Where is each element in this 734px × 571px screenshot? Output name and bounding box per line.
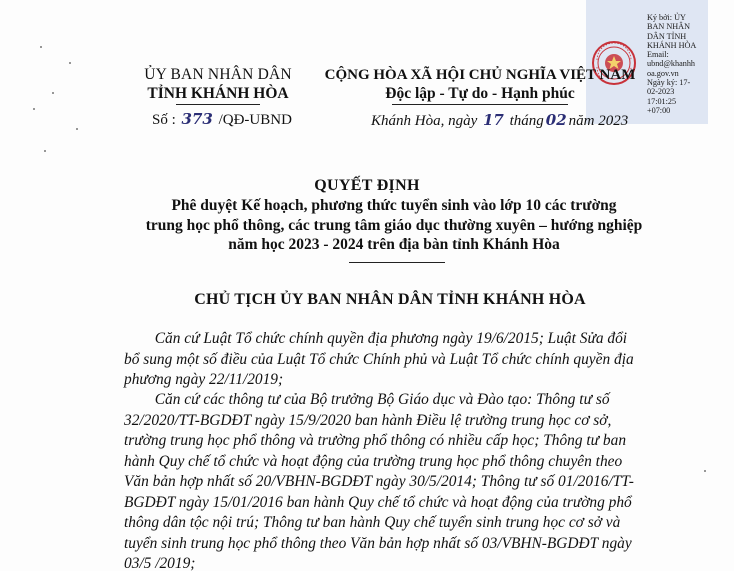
signature-line: DÂN TỈNH — [647, 31, 687, 41]
docno-handwritten: 373 — [181, 110, 213, 128]
org-underline — [176, 104, 260, 105]
paragraph-line: 03/5 /2019; — [124, 555, 196, 571]
place-and-date — [371, 111, 628, 130]
signature-line: Ký bởi: ỦY — [647, 13, 686, 22]
signature-line: ubnd@khanhh — [647, 59, 696, 69]
docno-suffix: /QĐ-UBND — [218, 112, 292, 128]
legal-basis-paragraph-1 — [124, 329, 662, 391]
date-day-handwritten: 17 — [483, 111, 504, 129]
paragraph-line: Văn bản hợp nhất số 20/VBHN-BGDĐT ngày 30/5/2014; Thông tư số 01/2016/TT- — [124, 473, 634, 490]
date-month-handwritten: 02 — [545, 111, 567, 129]
org-name-line2: TỈNH KHÁNH HÒA — [147, 85, 289, 102]
paragraph-line: 32/2020/TT-BGDĐT ngày 15/9/2020 ban hành Điều lệ trường trung học cơ sở, — [124, 411, 612, 429]
paragraph-line: BGDĐT ngày 15/01/2016 ban hành Quy chế tổ chức và hoạt động của trường phổ — [124, 493, 632, 511]
motto-underline — [392, 104, 568, 105]
paragraph-line: bổ sung một số điều của Luật Tổ chức Chính phủ và Luật Tổ chức chính quyền địa — [124, 350, 634, 368]
national-heading — [322, 66, 638, 105]
digital-signature-box — [586, 0, 708, 124]
date-year: năm 2023 — [568, 113, 629, 129]
paragraph-line: Căn cứ Luật Tổ chức chính quyền địa phương ngày 19/6/2015; Luật Sửa đổi — [124, 330, 628, 347]
document-type-title: QUYẾT ĐỊNH — [314, 177, 420, 194]
subject-line: Phê duyệt Kế hoạch, phương thức tuyển sinh vào lớp 10 các trường — [171, 197, 617, 214]
national-motto: Độc lập - Tự do - Hạnh phúc — [385, 85, 575, 102]
issuing-authority — [118, 66, 318, 105]
subject-line: trung học phổ thông, các trung tâm giáo dục thường xuyên – hướng nghiệp — [145, 216, 643, 234]
paragraph-line: trường trung học phổ thông và trường phổ thông có nhiều cấp học; Thông tư ban — [124, 432, 627, 449]
authority-heading: CHỦ TỊCH ỦY BAN NHÂN DÂN TỈNH KHÁNH HÒA — [194, 291, 586, 308]
date-month-label: tháng — [509, 113, 544, 129]
paragraph-line: tuyển sinh trung học phổ thông theo Văn bản hợp nhất số 03/VBHN-BGDĐT ngày — [124, 534, 632, 552]
paragraph-line: Căn cứ các thông tư của Bộ trưởng Bộ Giáo dục và Đào tạo: Thông tư số — [124, 391, 610, 408]
signature-line: 17:01:25 — [647, 96, 677, 106]
subject-line: năm học 2023 - 2024 trên địa bàn tỉnh Khánh Hòa — [228, 236, 560, 253]
signature-line: KHÁNH HÒA — [647, 40, 697, 50]
signature-line: oa.gov.vn — [647, 68, 679, 78]
paragraph-line: phương ngày 22/11/2019; — [124, 371, 284, 388]
title-underline — [349, 262, 445, 263]
legal-basis-paragraph-2 — [124, 390, 662, 571]
decision-subject — [130, 196, 658, 255]
docno-prefix: Số : — [152, 112, 176, 128]
org-name-line1: ỦY BAN NHÂN DÂN — [144, 66, 292, 83]
date-place: Khánh Hòa, ngày — [371, 113, 478, 129]
signature-details — [647, 13, 707, 115]
signature-line: 02-2023 — [647, 87, 675, 97]
signature-line: Email: — [647, 50, 669, 60]
signature-line: +07:00 — [647, 105, 671, 115]
paragraph-line: thông dân tộc nội trú; Thông tư ban hành Quy chế tuyển sinh trung học cơ sở và — [124, 514, 621, 531]
paragraph-line: hành Quy chế tổ chức và hoạt động của trường trung học phổ thông chuyên theo — [124, 452, 623, 470]
signature-line: Ngày ký: 17- — [647, 78, 691, 88]
signature-line: BAN NHÂN — [647, 22, 690, 32]
document-number — [152, 110, 292, 129]
nation-name: CỘNG HÒA XÃ HỘI CHỦ NGHĨA VIỆT NAM — [324, 67, 636, 83]
